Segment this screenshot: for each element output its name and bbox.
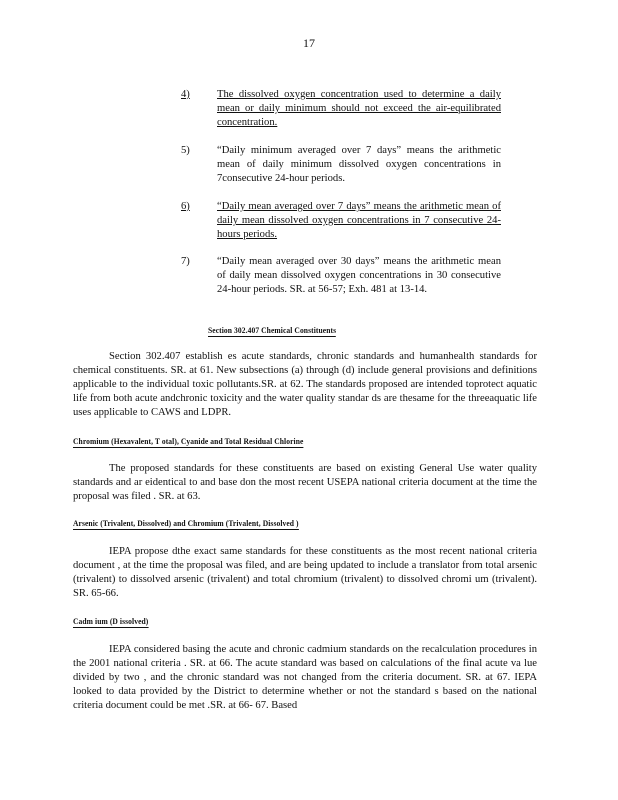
paragraph [73, 462, 537, 504]
paragraph-text: Section 302.407 establish es acute standards, chronic standards and humanhealth standards for chemical constituents. SR. at 61. New subsections (a) through (d) include general provisions and definitions applicable to the individual toxic pollutants.SR. at 62. The standards proposed are intended toprotect aquatic life from both acute andchronic toxicity and the water quality standar ds are thesame for the threeaquatic life uses applicable to CAWS and LDPR. [73, 351, 537, 418]
paragraph [73, 350, 537, 420]
paragraph-text: IEPA considered basing the acute and chronic cadmium standards on the recalculation procedures in the 2001 national criteria . SR. at 66. The acute standard was based on calculations of the final acute va lue divided by two , and the chronic standard was not changed from the criteria document. SR. at 67. IEPA looked to data provided by the District to determine whether or not the standard s based on the national criteria document could be met .SR. at 66- 67. Based [73, 644, 537, 711]
paragraph [73, 643, 537, 713]
section-heading: Section 302.407 Chemical Constituents [208, 326, 337, 335]
list-item [181, 144, 501, 186]
item-text: “Daily mean averaged over 7 days” means the arithmetic mean of daily mean dissolved oxygen concentrations in 7 consecutive 24-hours periods. [217, 201, 501, 240]
item-text: The dissolved oxygen concentration used to determine a daily mean or daily minimum should not exceed the air-equilibrated concentration. [217, 89, 501, 128]
paragraph-text: IEPA propose dthe exact same standards for these constituents as the most recent national criteria document , at the time the proposal was filed, and are being updated to include a translator from total arsenic (trivalent) to dissolved arsenic (trivalent) and total chromium (trivalent) to dissolved chromi um (trivalent). SR. 65-66. [73, 546, 537, 599]
subheading: Cadm ium (D issolved) [73, 617, 149, 626]
item-text: “Daily mean averaged over 30 days” means the arithmetic mean of daily mean dissolved oxygen concentrations in 30 consecutive 24-hour periods. SR. at 56-57; Exh. 481 at 13-14. [217, 256, 501, 295]
item-text: “Daily minimum averaged over 7 days” means the arithmetic mean of daily minimum dissolved oxygen concentrations in 7consecutive 24-hour periods. [217, 145, 501, 184]
item-number: 6) [181, 201, 190, 212]
item-number: 5) [181, 145, 190, 156]
paragraph-text: The proposed standards for these constituents are based on existing General Use water quality standards and ar eidentical to and base don the most recent USEPA national criteria document at the time the proposal was filed . SR. at 63. [73, 463, 537, 502]
item-number: 7) [181, 256, 190, 267]
paragraph [73, 545, 537, 601]
subheading: Chromium (Hexavalent, T otal), Cyanide and Total Residual Chlorine [73, 437, 304, 446]
item-number: 4) [181, 89, 190, 100]
page-number: 17 [303, 36, 315, 50]
list-item [181, 200, 501, 242]
subheading: Arsenic (Trivalent, Dissolved) and Chromium (Trivalent, Dissolved ) [73, 519, 299, 528]
list-item [181, 88, 501, 130]
list-item [181, 255, 501, 297]
